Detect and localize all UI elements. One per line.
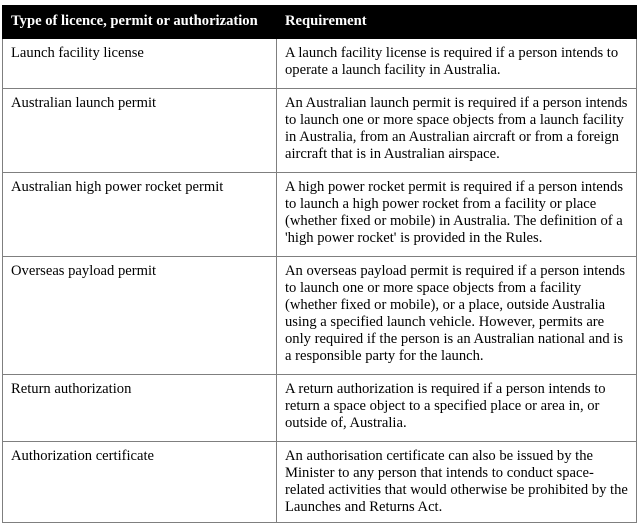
cell-requirement: A high power rocket permit is required if a person intends to launch a high power rocket from a facility or place (whether fixed or mobile) in Australia. The definition of a 'high power rocket' is provided in the Rules. bbox=[277, 173, 637, 257]
cell-requirement: A launch facility license is required if a person intends to operate a launch facility in Australia. bbox=[277, 39, 637, 89]
cell-requirement: An authorisation certificate can also be issued by the Minister to any person that intends to conduct space-related activities that would otherwise be prohibited by the Launches and Returns Act. bbox=[277, 442, 637, 523]
cell-type: Australian launch permit bbox=[3, 89, 277, 173]
cell-requirement: An Australian launch permit is required if a person intends to launch one or more space objects from a launch facility in Australia, from an Australian aircraft or from a foreign aircraft that is in Australian airspace. bbox=[277, 89, 637, 173]
table-body bbox=[3, 39, 637, 523]
cell-type: Authorization certificate bbox=[3, 442, 277, 523]
table-row bbox=[3, 257, 637, 375]
cell-type: Launch facility license bbox=[3, 39, 277, 89]
header-row bbox=[3, 6, 637, 39]
cell-requirement: A return authorization is required if a person intends to return a space object to a specified place or area in, or outside of, Australia. bbox=[277, 375, 637, 442]
header-type: Type of licence, permit or authorization bbox=[3, 6, 277, 39]
table-row bbox=[3, 89, 637, 173]
table-row bbox=[3, 173, 637, 257]
licence-requirements-table bbox=[2, 5, 637, 523]
cell-requirement: An overseas payload permit is required if a person intends to launch one or more space objects from a facility (whether fixed or mobile), or a place, outside Australia using a specified launch vehicle. However, permits are only required if the person is an Australian national and is a responsible party for the launch. bbox=[277, 257, 637, 375]
header-requirement: Requirement bbox=[277, 6, 637, 39]
cell-type: Return authorization bbox=[3, 375, 277, 442]
cell-type: Overseas payload permit bbox=[3, 257, 277, 375]
table-row bbox=[3, 39, 637, 89]
table-header bbox=[3, 6, 637, 39]
table-row bbox=[3, 375, 637, 442]
table-row bbox=[3, 442, 637, 523]
cell-type: Australian high power rocket permit bbox=[3, 173, 277, 257]
